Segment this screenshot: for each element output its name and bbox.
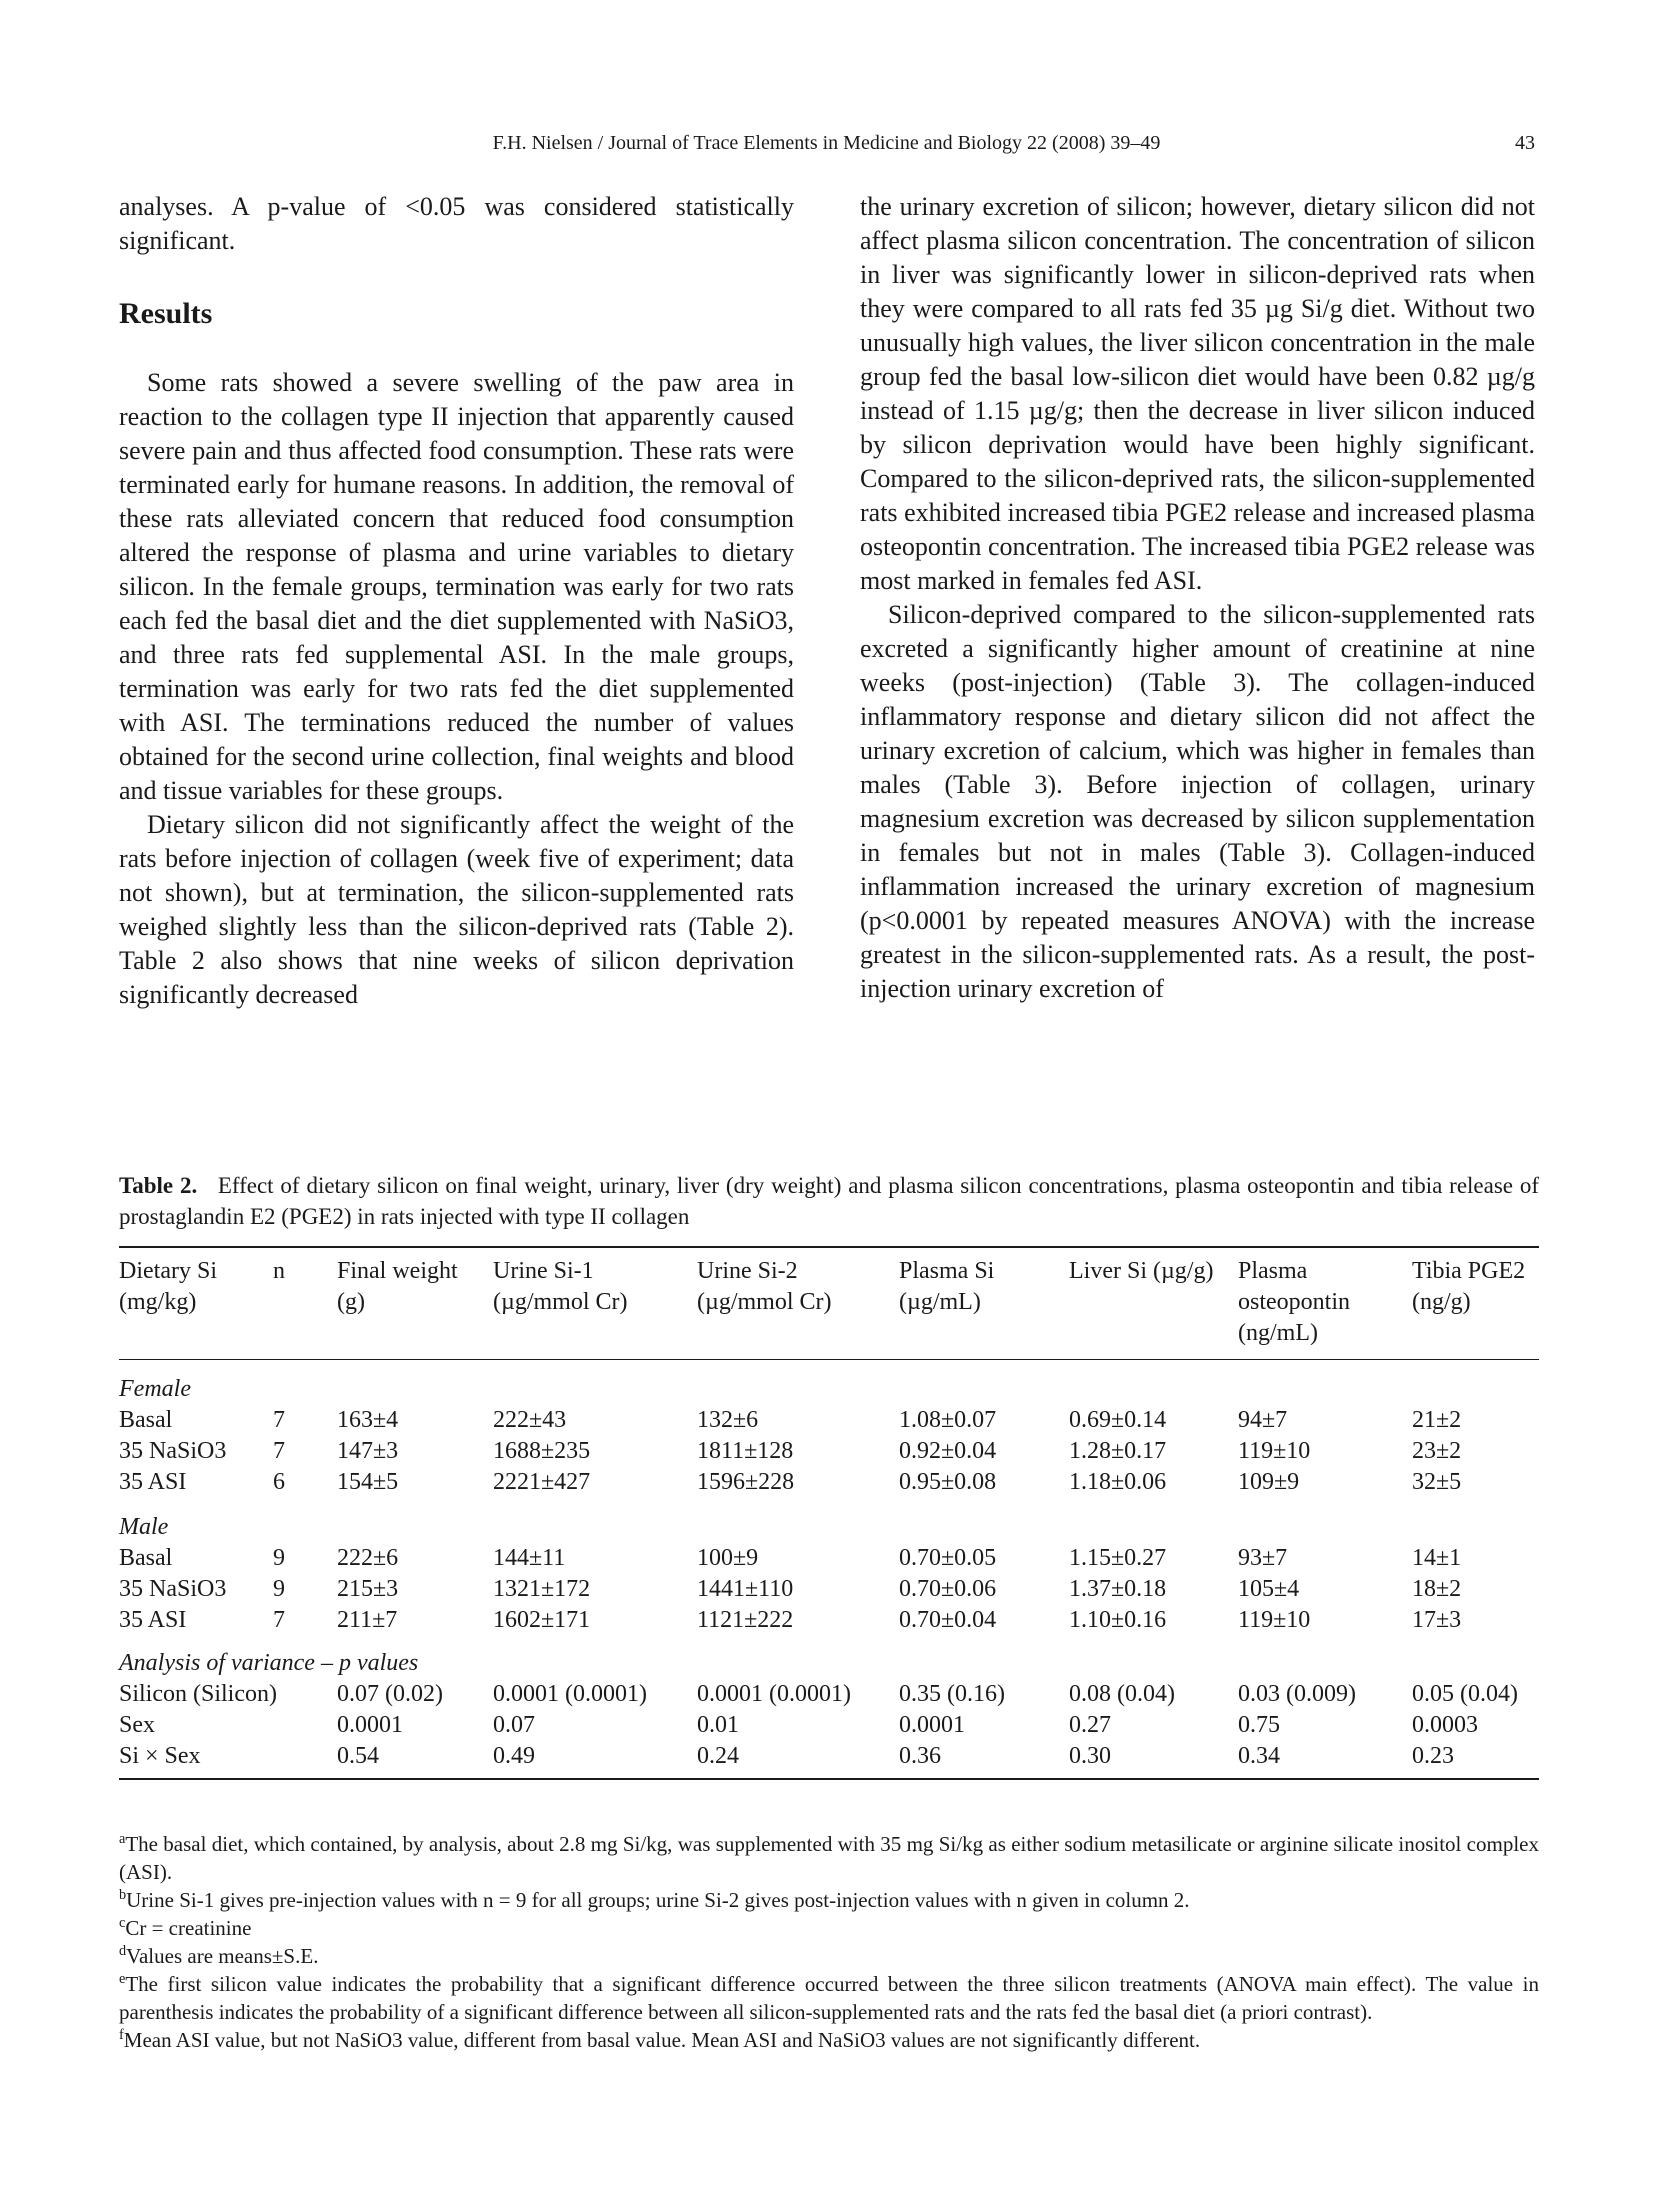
table-cell: 0.95±0.08: [899, 1469, 997, 1495]
table-cell: 1.28±0.17: [1069, 1438, 1167, 1464]
anova-p-value: 0.30: [1069, 1743, 1111, 1769]
anova-row: [119, 1741, 1539, 1779]
column-header: Final weight (g): [337, 1258, 458, 1315]
table-cell: 1.37±0.18: [1069, 1576, 1167, 1602]
column-header: Tibia PGE2 (ng/g): [1412, 1258, 1526, 1315]
results-paragraph-2: Dietary silicon did not significantly affect the weight of the rats before injection of collagen (week five of experiment; data not shown), but at termination, the silicon-supplemented rats weighed slightly less than the silicon-deprived rats (Table 2). Table 2 also shows that nine weeks of silicon deprivation significantly decreased: [119, 810, 794, 1009]
anova-row: [119, 1679, 1539, 1710]
right-column: [860, 190, 1535, 1006]
footnote-c: $^c$Cr = creatinine: [119, 1915, 252, 1940]
anova-p-value: 0.35 (0.16): [899, 1681, 1005, 1707]
table-cell: 94±7: [1238, 1407, 1288, 1433]
table-cell: 215±3: [337, 1576, 399, 1602]
table-cell: 163±4: [337, 1407, 399, 1433]
table-cell: 18±2: [1412, 1576, 1462, 1602]
table-row: [119, 1436, 1539, 1467]
table-cell: 7: [273, 1407, 285, 1433]
table-cell: 2221±427: [493, 1469, 591, 1495]
table-cell: 1.10±0.16: [1069, 1607, 1167, 1633]
table-cell: 0.70±0.06: [899, 1576, 997, 1602]
table-label: Table 2.: [119, 1173, 198, 1198]
column-header: Liver Si (µg/g): [1069, 1258, 1214, 1284]
table-row: [119, 1605, 1539, 1636]
table-cell: 7: [273, 1607, 285, 1633]
anova-p-value: 0.0001 (0.0001): [697, 1681, 851, 1707]
anova-p-value: 0.01: [697, 1712, 739, 1738]
table-cell: 1596±228: [697, 1469, 795, 1495]
footnote-d: $^d$Values are means±S.E.: [119, 1943, 319, 1968]
table-cell: 132±6: [697, 1407, 759, 1433]
running-title: F.H. Nielsen / Journal of Trace Elements in Medicine and Biology 22 (2008) 39–49: [492, 132, 1161, 154]
table-cell: 23±2: [1412, 1438, 1462, 1464]
footnote-e: $^e$The first silicon value indicates the probability that a significant difference occurred between the three silicon treatments (ANOVA main effect). The value in parenthesis indicates the probability of a significant difference between all silicon-supplemented rats and the rats fed the basal diet (a priori contrast).: [119, 1971, 1539, 2024]
table-cell: 1121±222: [697, 1607, 794, 1633]
column-header: n: [273, 1258, 285, 1284]
table-cell: 0.69±0.14: [1069, 1407, 1167, 1433]
left-column: [119, 190, 794, 1012]
anova-p-value: 0.75: [1238, 1712, 1280, 1738]
table-cell: 100±9: [697, 1545, 759, 1571]
table-cell: 0.70±0.04: [899, 1607, 997, 1633]
table-cell: 1.15±0.27: [1069, 1545, 1167, 1571]
anova-p-value: 0.36: [899, 1743, 941, 1769]
column-header: Plasma osteopontin (ng/mL): [1238, 1258, 1350, 1346]
table-row: [119, 1543, 1539, 1574]
table-cell: Basal: [119, 1407, 173, 1433]
anova-p-value: 0.24: [697, 1743, 739, 1769]
anova-p-value: 0.0003: [1412, 1712, 1478, 1738]
table-footnotes: [119, 1830, 1539, 2054]
table-row: [119, 1467, 1539, 1498]
anova-label: Analysis of variance – p values: [119, 1650, 419, 1676]
table-2-grid: [119, 1246, 1539, 1780]
table-cell: 93±7: [1238, 1545, 1288, 1571]
table-cell: 109±9: [1238, 1469, 1300, 1495]
table-row: [119, 1405, 1539, 1436]
anova-p-value: 0.03 (0.009): [1238, 1681, 1356, 1707]
table-cell: Basal: [119, 1545, 173, 1571]
running-header: [0, 128, 1653, 162]
table-cell: 35 ASI: [119, 1607, 187, 1633]
table-cell: 119±10: [1238, 1607, 1311, 1633]
table-cell: 0.92±0.04: [899, 1438, 997, 1464]
table-cell: 32±5: [1412, 1469, 1462, 1495]
table-caption: [119, 1170, 1539, 1232]
anova-p-value: 0.23: [1412, 1743, 1454, 1769]
table-cell: 1.18±0.06: [1069, 1469, 1167, 1495]
results-paragraph-1: Some rats showed a severe swelling of the paw area in reaction to the collagen type II injection that apparently caused severe pain and thus affected food consumption. These rats were terminated early for humane reasons. In addition, the removal of these rats alleviated concern that reduced food consumption altered the response of plasma and urine variables to dietary silicon. In the female groups, termination was early for two rats each fed the basal diet and the diet supplemented with NaSiO3, and three rats fed supplemental ASI. In the male groups, termination was early for two rats fed the diet supplemented with ASI. The terminations reduced the number of values obtained for the second urine collection, final weights and blood and tissue variables for these groups.: [119, 368, 794, 805]
anova-p-value: 0.0001 (0.0001): [493, 1681, 647, 1707]
intro-text: analyses. A p-value of <0.05 was considered statistically significant.: [119, 192, 794, 255]
table-cell: 9: [273, 1545, 285, 1571]
table-cell: 1688±235: [493, 1438, 591, 1464]
group-label-row: [119, 1360, 1539, 1406]
table-cell: 222±43: [493, 1407, 567, 1433]
anova-factor: Sex: [119, 1712, 155, 1738]
table-row: [119, 1574, 1539, 1605]
group-label-row: [119, 1498, 1539, 1543]
anova-label-row: [119, 1636, 1539, 1679]
table-cell: 105±4: [1238, 1576, 1300, 1602]
anova-row: [119, 1710, 1539, 1741]
group-label: Female: [119, 1376, 191, 1402]
anova-p-value: 0.07 (0.02): [337, 1681, 443, 1707]
table-cell: 222±6: [337, 1545, 399, 1571]
table-cell: 6: [273, 1469, 285, 1495]
results-paragraph-3: the urinary excretion of silicon; however, dietary silicon did not affect plasma silicon concentration. The concentration of silicon in liver was significantly lower in silicon-deprived rats when they were compared to all rats fed 35 µg Si/g diet. Without two unusually high values, the liver silicon concentration in the male group fed the basal low-silicon diet would have been 0.82 µg/g instead of 1.15 µg/g; then the decrease in liver silicon induced by silicon deprivation would have been highly significant. Compared to the silicon-deprived rats, the silicon-supplemented rats exhibited increased tibia PGE2 release and increased plasma osteopontin concentration. The increased tibia PGE2 release was most marked in females fed ASI.: [860, 192, 1535, 595]
column-header: Urine Si-1 (µg/mmol Cr): [493, 1258, 628, 1315]
anova-factor: Silicon (Silicon): [119, 1681, 277, 1707]
table-cell: 144±11: [493, 1545, 566, 1571]
anova-p-value: 0.27: [1069, 1712, 1111, 1738]
results-heading: Results: [119, 297, 213, 330]
table-cell: 1811±128: [697, 1438, 794, 1464]
column-header: Dietary Si (mg/kg): [119, 1258, 217, 1315]
table-cell: 147±3: [337, 1438, 399, 1464]
anova-p-value: 0.49: [493, 1743, 535, 1769]
anova-p-value: 0.0001: [337, 1712, 403, 1738]
table-cell: 1441±110: [697, 1576, 794, 1602]
table-cell: 35 NaSiO3: [119, 1576, 227, 1602]
column-header: Urine Si-2 (µg/mmol Cr): [697, 1258, 832, 1315]
column-header: Plasma Si (µg/mL): [899, 1258, 995, 1315]
table-cell: 119±10: [1238, 1438, 1311, 1464]
table-cell: 211±7: [337, 1607, 398, 1633]
table-cell: 7: [273, 1438, 285, 1464]
footnote-a: $^a$The basal diet, which contained, by analysis, about 2.8 mg Si/kg, was supplemented with 35 mg Si/kg as either sodium metasilicate or arginine silicate inositol complex (ASI).: [119, 1831, 1539, 1884]
anova-p-value: 0.54: [337, 1743, 379, 1769]
table-cell: 1.08±0.07: [899, 1407, 997, 1433]
footnote-f: $^f$Mean ASI value, but not NaSiO3 value, different from basal value. Mean ASI and NaSiO3 values are not significantly different.: [119, 2027, 1201, 2052]
table-cell: 14±1: [1412, 1545, 1462, 1571]
table-cell: 154±5: [337, 1469, 399, 1495]
table-caption-text: Effect of dietary silicon on final weight, urinary, liver (dry weight) and plasma silicon concentrations, plasma osteopontin and tibia release of prostaglandin E2 (PGE2) in rats injected with type II collagen: [119, 1173, 1540, 1229]
table-cell: 1321±172: [493, 1576, 591, 1602]
table-cell: 17±3: [1412, 1607, 1462, 1633]
table-cell: 35 ASI: [119, 1469, 187, 1495]
table-cell: 9: [273, 1576, 285, 1602]
anova-p-value: 0.34: [1238, 1743, 1280, 1769]
group-label: Male: [119, 1514, 169, 1540]
anova-p-value: 0.0001: [899, 1712, 965, 1738]
table-cell: 35 NaSiO3: [119, 1438, 227, 1464]
anova-p-value: 0.05 (0.04): [1412, 1681, 1518, 1707]
page-number: 43: [1515, 132, 1535, 154]
anova-p-value: 0.08 (0.04): [1069, 1681, 1175, 1707]
anova-factor: Si × Sex: [119, 1743, 201, 1769]
table-body: [119, 1360, 1539, 1780]
table-2: [119, 1170, 1539, 1780]
table-cell: 1602±171: [493, 1607, 591, 1633]
table-cell: 0.70±0.05: [899, 1545, 997, 1571]
anova-p-value: 0.07: [493, 1712, 535, 1738]
table-cell: 21±2: [1412, 1407, 1462, 1433]
footnote-b: $^b$Urine Si-1 gives pre-injection values with n = 9 for all groups; urine Si-2 gives post-injection values with n given in column 2.: [119, 1887, 1190, 1912]
table-header-row: [119, 1247, 1539, 1360]
results-paragraph-4: Silicon-deprived compared to the silicon-supplemented rats excreted a significantly higher amount of creatinine at nine weeks (post-injection) (Table 3). The collagen-induced inflammatory response and dietary silicon did not affect the urinary excretion of calcium, which was higher in females than males (Table 3). Before injection of collagen, urinary magnesium excretion was decreased by silicon supplementation in females but not in males (Table 3). Collagen-induced inflammation increased the urinary excretion of magnesium (p<0.0001 by repeated measures ANOVA) with the increase greatest in the silicon-supplemented rats. As a result, the post-injection urinary excretion of: [860, 600, 1535, 1003]
